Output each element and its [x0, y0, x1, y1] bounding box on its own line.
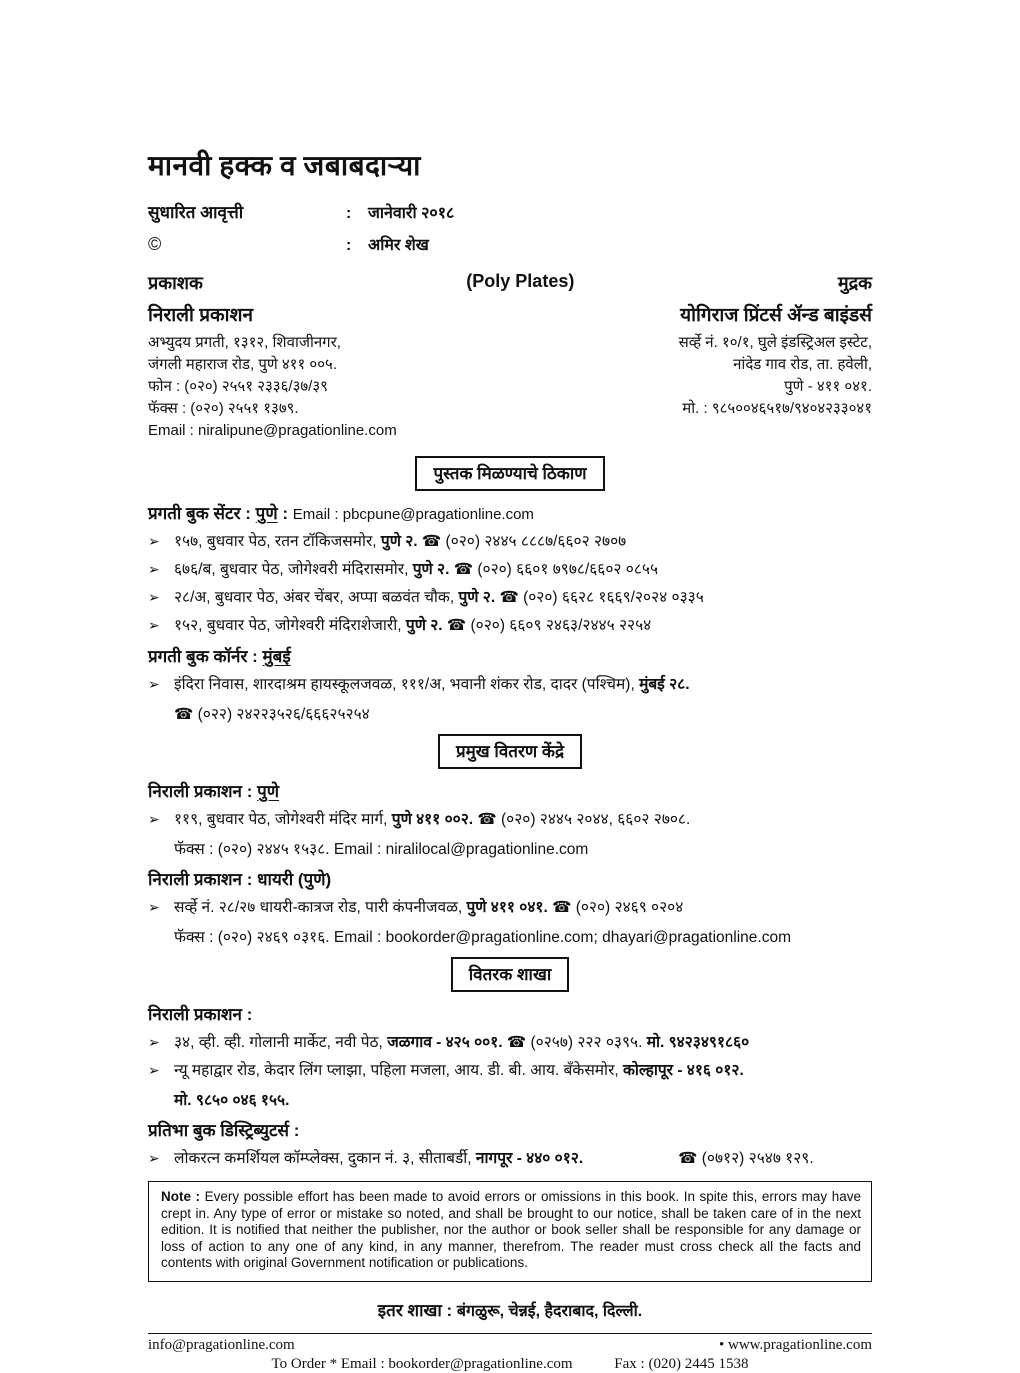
- phone-text: ☎ (०२०) २४४५ २०४४, ६६०२ २७०८.: [473, 811, 691, 828]
- distribution-section-heading: प्रमुख वितरण केंद्रे: [438, 734, 582, 769]
- nirali-pune-fax-line: फॅक्स : (०२०) २४४५ १५३८. Email : niralilocal@pragationline.com: [174, 841, 589, 858]
- subhead-text: :: [277, 504, 293, 523]
- address-text: ११९, बुधवार पेठ, जोगेश्वरी मंदिर मार्ग,: [174, 811, 392, 828]
- pbc-pune-email: Email : pbcpune@pragationline.com: [292, 506, 534, 523]
- address-entry: [174, 615, 872, 636]
- nirali-dhayari-fax-line: फॅक्स : (०२०) २४६९ ०३१६. Email : bookorder@pragationline.com; dhayari@pragationline.com: [174, 929, 792, 946]
- address-text: न्यू महाद्वार रोड, केदार लिंग प्लाझा, पहिला मजला, आय. डी. बी. आय. बँकेसमोर,: [174, 1062, 624, 1079]
- page-title: मानवी हक्क व जबाबदाऱ्या: [148, 151, 421, 182]
- address-text: इंदिरा निवास, शारदाश्रम हायस्कूलजवळ, १११/अ, भवानी शंकर रोड, दादर (पश्चिम),: [174, 676, 640, 693]
- arrow-bullet-icon: ➢: [148, 676, 160, 692]
- imprint-addresses: [148, 301, 872, 442]
- address-entry: [174, 1060, 872, 1081]
- other-branches-cities: बंगळुरू, चेन्नई, हैदराबाद, दिल्ली.: [456, 1302, 643, 1320]
- address-entry: [174, 1032, 872, 1053]
- publisher-block: [148, 301, 397, 442]
- city-text: मुंबई २८.: [639, 676, 690, 693]
- list-item: [148, 1032, 872, 1053]
- branches-section-heading-wrap: [148, 957, 872, 992]
- address-entry: [174, 559, 872, 580]
- pratibha-distributors-heading: प्रतिभा बुक डिस्ट्रिब्युटर्स :: [148, 1121, 300, 1140]
- publisher-address-line: जंगली महाराज रोड, पुणे ४११ ००५.: [148, 356, 337, 373]
- printer-label: मुद्रक: [837, 273, 872, 293]
- address-text: १५२, बुधवार पेठ, जोगेश्वरी मंदिराशेजारी,: [174, 617, 406, 634]
- address-text: २८/अ, बुधवार पेठ, अंबर चेंबर, अप्पा बळवंत चौक,: [174, 589, 459, 606]
- publisher-fax-line: फॅक्स : (०२०) २५५१ १३७९.: [148, 400, 299, 417]
- city-text: पुणे २.: [380, 533, 418, 550]
- bullet-icon: •: [718, 1336, 725, 1353]
- edition-colon: :: [346, 205, 352, 222]
- footer-website: [719, 1337, 872, 1354]
- printer-address-line: पुणे - ४११ ०४१.: [784, 378, 872, 395]
- poly-plates-label: (Poly Plates): [466, 271, 575, 291]
- phone-text: ☎ (०७१२) २५४७ १२९.: [678, 1150, 814, 1167]
- address-entry: [174, 531, 872, 552]
- copyright-colon: :: [346, 237, 352, 254]
- subhead-city: मुंबई: [262, 647, 291, 666]
- list-item: [148, 587, 872, 608]
- address-entry: [174, 1148, 872, 1169]
- copyright-symbol: ©: [148, 234, 162, 254]
- mumbai-phone-line: ☎ (०२२) २४२२३५२६/६६६२५२५४: [174, 706, 370, 723]
- footer-fax: Fax : (020) 2445 1538: [614, 1355, 749, 1372]
- arrow-bullet-icon: ➢: [148, 561, 160, 577]
- imprint-labels-row: [148, 271, 872, 295]
- phone-text: ☎ (०२०) ६६०१ ७९७८/६६०२ ०८५५: [449, 561, 659, 578]
- list-item: [148, 1060, 872, 1081]
- address-entry: [174, 809, 872, 830]
- note-text: Every possible effort has been made to avoid errors or omissions in this book. In spite this, errors may have crept in. Any type of error or mistake so noted, and shall be brought to our notice, shall be taken care of in the next edition. It is notified that neither the publisher, nor the author or book seller shall be responsible for any damage or loss of action to any one of any kind, in any manner, therefrom. The reader must cross check all the facts and contents with original Government notification or publications.: [161, 1189, 861, 1270]
- edition-meta: [148, 200, 872, 255]
- list-item: [148, 559, 872, 580]
- address-text: १५७, बुधवार पेठ, रतन टॉकिजसमोर,: [174, 533, 381, 550]
- nirali-dhayari-heading: [148, 867, 872, 890]
- arrow-bullet-icon: ➢: [148, 589, 160, 605]
- list-item: [148, 1148, 872, 1169]
- address-text: ३४, व्ही. व्ही. गोलानी मार्केट, नवी पेठ,: [174, 1034, 388, 1051]
- other-branches-line: [148, 1298, 872, 1321]
- branches-section-heading: वितरक शाखा: [451, 957, 570, 992]
- footer-email: info@pragationline.com: [148, 1336, 295, 1353]
- pragati-book-center-pune-heading: [148, 501, 872, 524]
- nirali-pune-heading: [148, 779, 872, 802]
- arrow-bullet-icon: ➢: [148, 899, 160, 915]
- nirali-branches-heading: निराली प्रकाशन :: [148, 1005, 253, 1024]
- city-text: कोल्हापूर - ४१६ ०१२.: [623, 1062, 744, 1079]
- pragati-book-corner-mumbai-heading: [148, 644, 872, 667]
- printer-name: योगिराज प्रिंटर्स ॲन्ड बाइंडर्स: [680, 305, 872, 326]
- availability-section-heading-wrap: [148, 456, 872, 491]
- city-text: नागपूर - ४४० ०१२.: [475, 1150, 584, 1167]
- subhead-text: प्रगती बुक कॉर्नर :: [148, 647, 263, 666]
- copyright-author: अमिर शेख: [368, 237, 429, 254]
- city-text: पुणे ४११ ०४१.: [466, 899, 548, 916]
- arrow-bullet-icon: ➢: [148, 811, 160, 827]
- publisher-email-line: Email : niralipune@pragationline.com: [148, 422, 397, 439]
- arrow-bullet-icon: ➢: [148, 1150, 160, 1166]
- subhead-text: प्रगती बुक सेंटर :: [148, 504, 256, 523]
- address-entry: [174, 587, 872, 608]
- address-entry: [174, 674, 872, 695]
- subhead-text: धायरी (पुणे): [257, 870, 332, 889]
- footer-order-email: To Order * Email : bookorder@pragationline.com: [271, 1355, 573, 1372]
- address-text: लोकरत्न कमर्शियल कॉम्प्लेक्स, दुकान नं. ३, सीताबर्डी,: [174, 1150, 476, 1167]
- note-label: Note :: [161, 1189, 201, 1204]
- subhead-text: निराली प्रकाशन :: [148, 782, 258, 801]
- list-item: [148, 674, 872, 695]
- footer-row-1: [148, 1337, 872, 1354]
- city-text: जळगाव - ४२५ ००१.: [387, 1034, 503, 1051]
- arrow-bullet-icon: ➢: [148, 533, 160, 549]
- mobile-text: मो. ९४२३४९१८६०: [646, 1034, 750, 1051]
- phone-text: ☎ (०२०) ६६०९ २४६३/२४४५ २२५४: [442, 617, 652, 634]
- phone-text: ☎ (०२०) ६६२८ १६६९/२०२४ ०३३५: [495, 589, 704, 606]
- publisher-name: निराली प्रकाशन: [148, 305, 254, 326]
- list-item: [148, 531, 872, 552]
- list-item: [148, 615, 872, 636]
- publisher-phone-line: फोन : (०२०) २५५१ २३३६/३७/३९: [148, 378, 328, 395]
- publisher-label: प्रकाशक: [148, 273, 203, 293]
- edition-label: सुधारित आवृत्ती: [148, 203, 244, 222]
- footer-row-2: [148, 1356, 872, 1373]
- printer-address-line: नांदेड गाव रोड, ता. हवेली,: [733, 356, 872, 373]
- edition-value: जानेवारी २०१८: [368, 205, 455, 222]
- city-text: पुणे २.: [412, 561, 450, 578]
- printer-mobile-line: मो. : ९८५००४६५१७/९४०४२३३०४१: [682, 400, 872, 417]
- publisher-address-line: अभ्युदय प्रगती, १३१२, शिवाजीनगर,: [148, 334, 341, 351]
- list-item: [148, 809, 872, 830]
- distribution-section-heading-wrap: [148, 734, 872, 769]
- footer: [148, 1337, 872, 1373]
- arrow-bullet-icon: ➢: [148, 617, 160, 633]
- phone-text: ☎ (०२०) २४६९ ०२०४: [547, 899, 684, 916]
- disclaimer-note-box: [148, 1181, 872, 1282]
- city-text: पुणे २.: [405, 617, 443, 634]
- availability-section-heading: पुस्तक मिळण्याचे ठिकाण: [415, 456, 604, 491]
- kolhapur-mobile-line: मो. ९८५० ०४६ १५५.: [174, 1092, 290, 1109]
- subhead-city: पुणे: [257, 782, 280, 801]
- address-entry: [174, 897, 872, 918]
- city-text: पुणे २.: [458, 589, 496, 606]
- city-text: पुणे ४११ ००२.: [391, 811, 474, 828]
- footer-divider: [148, 1333, 872, 1334]
- subhead-city: पुणे: [255, 504, 278, 523]
- subhead-text: निराली प्रकाशन :: [148, 870, 258, 889]
- phone-text: ☎ (०२५७) २२२ ०३९५.: [502, 1034, 647, 1051]
- list-item: [148, 897, 872, 918]
- address-text: ६७६/ब, बुधवार पेठ, जोगेश्वरी मंदिरासमोर,: [174, 561, 413, 578]
- printer-block: [679, 301, 872, 442]
- arrow-bullet-icon: ➢: [148, 1062, 160, 1078]
- phone-text: ☎ (०२०) २४४५ ८८८७/६६०२ २७०७: [417, 533, 627, 550]
- address-text: सर्व्हे नं. २८/२७ धायरी-कात्रज रोड, पारी कंपनीजवळ,: [174, 899, 467, 916]
- printer-address-line: सर्व्हे नं. १०/१, घुले इंडस्ट्रिअल इस्टेट,: [678, 334, 872, 351]
- website-text: www.pragationline.com: [724, 1336, 872, 1353]
- other-branches-label: इतर शाखा :: [377, 1300, 457, 1320]
- arrow-bullet-icon: ➢: [148, 1034, 160, 1050]
